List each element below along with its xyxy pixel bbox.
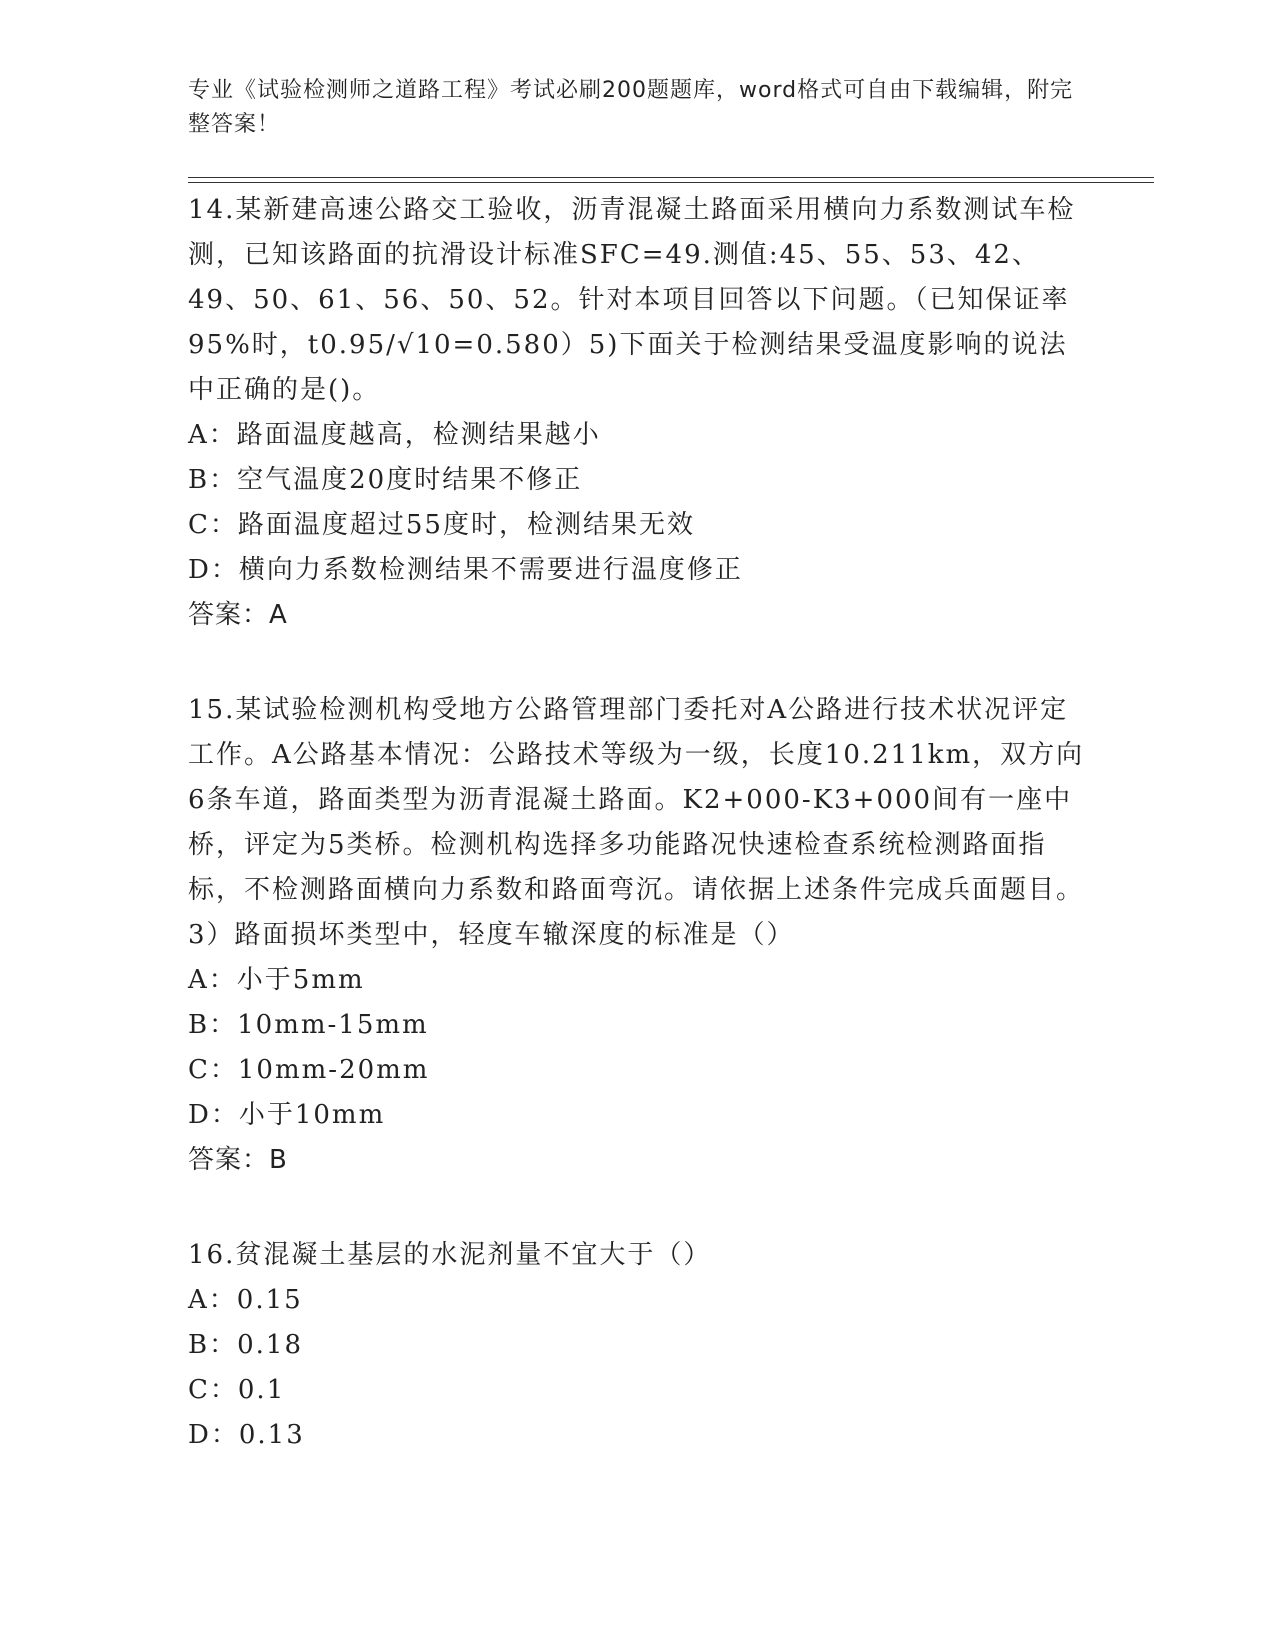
option-a: A：0.15	[188, 1285, 303, 1315]
header-divider-top	[188, 177, 1154, 178]
option-b: B：空气温度20度时结果不修正	[188, 465, 583, 495]
option-d: D：横向力系数检测结果不需要进行温度修正	[188, 555, 743, 585]
option-a: A：小于5mm	[188, 965, 365, 995]
question-15	[188, 688, 1088, 1183]
answer-line: 答案：B	[188, 1145, 288, 1175]
option-c: C：路面温度超过55度时，检测结果无效	[188, 510, 695, 540]
option-b: B：0.18	[188, 1330, 303, 1360]
answer-line: 答案：A	[188, 600, 288, 630]
question-stem: 15.某试验检测机构受地方公路管理部门委托对A公路进行技术状况评定工作。A公路基本情况：公路技术等级为一级，长度10.211km，双方向6条车道，路面类型为沥青混凝土路面。K2+000-K3+000间有一座中桥，评定为5类桥。检测机构选择多功能路况快速检查系统检测路面指标，不检测路面横向力系数和路面弯沉。请依据上述条件完成兵面题目。3）路面损坏类型中，轻度车辙深度的标准是（）	[188, 695, 1085, 950]
option-c: C：10mm-20mm	[188, 1055, 430, 1085]
question-stem: 16.贫混凝土基层的水泥剂量不宜大于（）	[188, 1240, 712, 1270]
question-16	[188, 1233, 1088, 1458]
question-stem: 14.某新建高速公路交工验收，沥青混凝土路面采用横向力系数测试车检测，已知该路面的抗滑设计标准SFC=49.测值:45、55、53、42、49、50、61、56、50、52。针对本项目回答以下问题。（已知保证率95%时，t0.95/√10=0.580）5)下面关于检测结果受温度影响的说法中正确的是()。	[188, 195, 1076, 405]
document-header-title: 专业《试验检测师之道路工程》考试必刷200题题库，word格式可自由下载编辑，附完整答案！	[188, 78, 1074, 137]
option-b: B：10mm-15mm	[188, 1010, 429, 1040]
option-d: D：0.13	[188, 1420, 305, 1450]
question-14	[188, 188, 1088, 638]
option-a: A：路面温度越高，检测结果越小	[188, 420, 601, 450]
header-divider-bottom	[188, 182, 1154, 183]
option-c: C：0.1	[188, 1375, 286, 1405]
option-d: D：小于10mm	[188, 1100, 386, 1130]
